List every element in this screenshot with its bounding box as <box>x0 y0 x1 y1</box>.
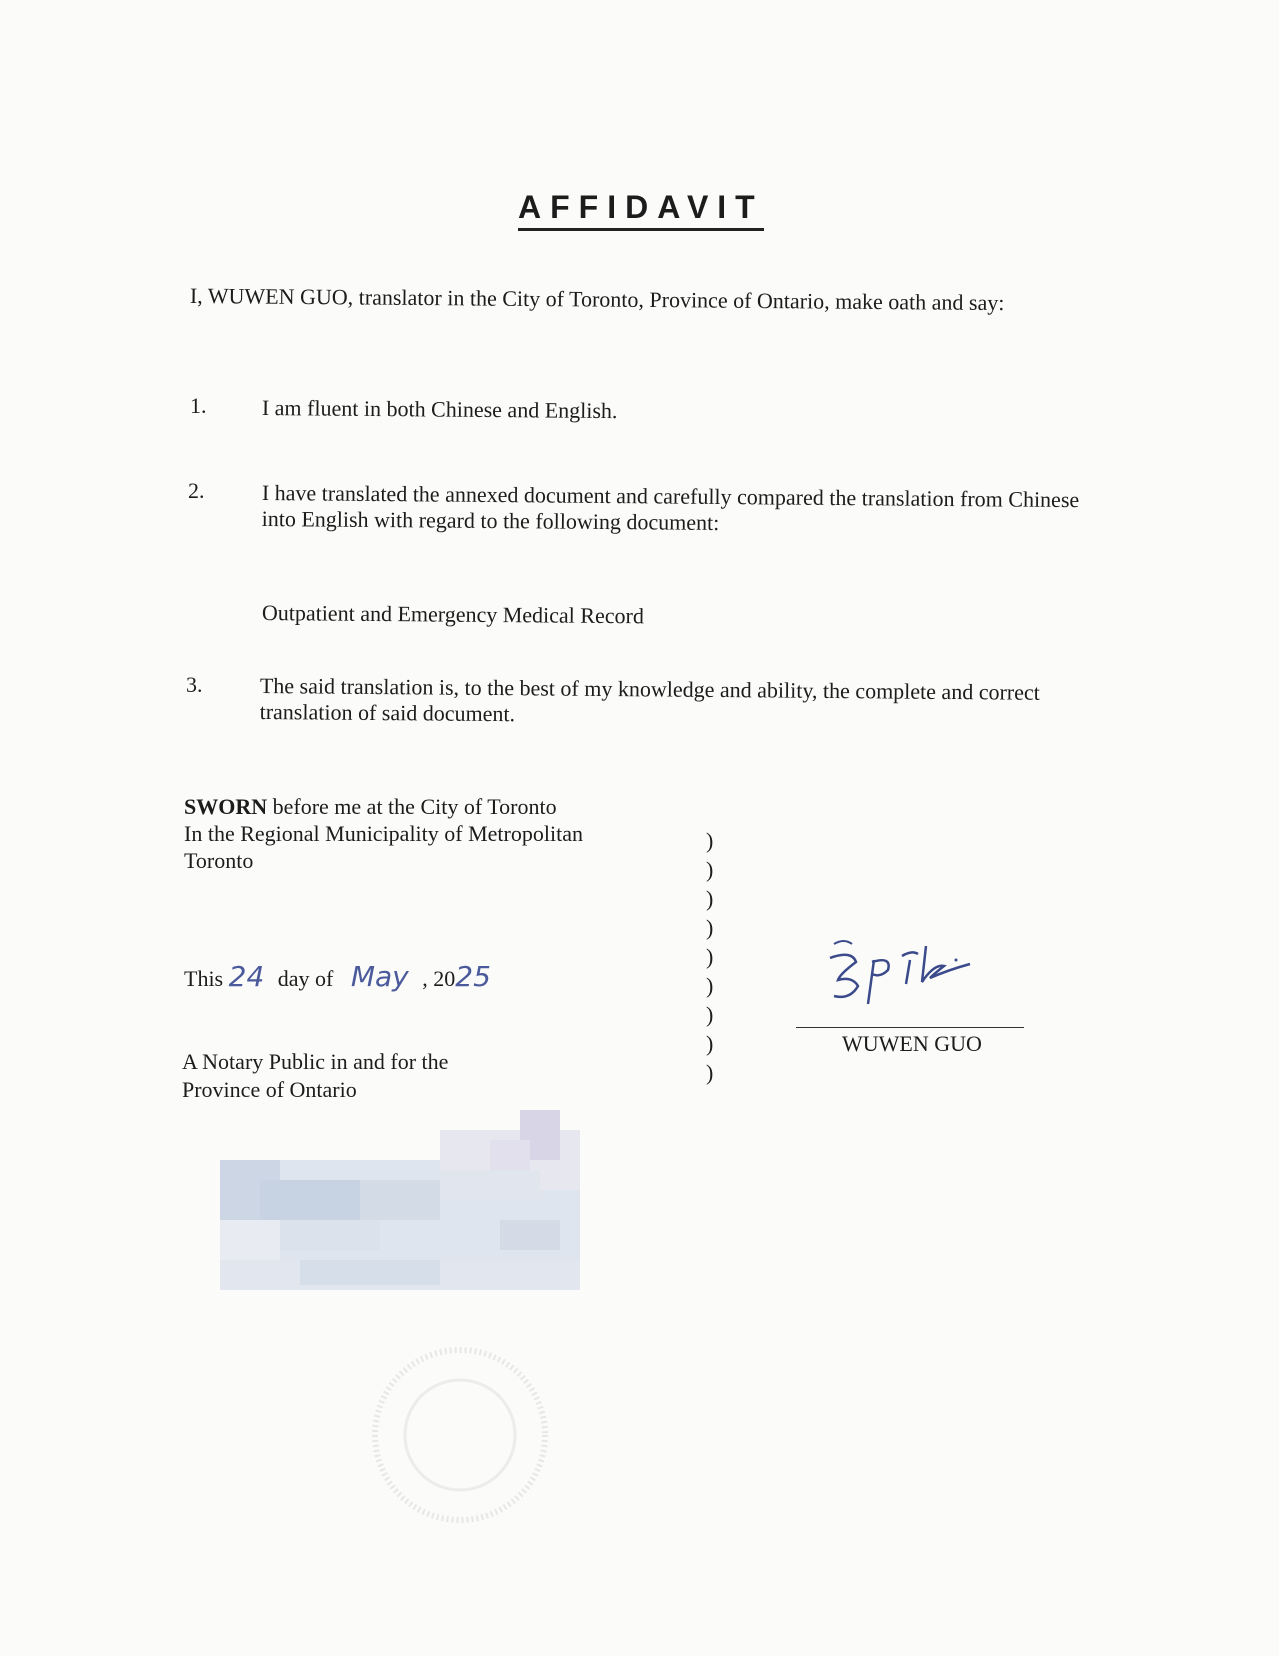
referenced-document-name: Outpatient and Emergency Medical Record <box>261 600 645 629</box>
handwritten-month: May <box>350 960 409 993</box>
notary-line2: Province of Ontario <box>182 1077 357 1102</box>
signatory-name: WUWEN GUO <box>842 1031 982 1056</box>
signature-line <box>796 1027 1024 1028</box>
notary-block <box>182 1048 448 1104</box>
day-of-label: day of <box>277 966 334 991</box>
blurred-notary-stamp <box>220 1100 580 1350</box>
year-prefix: , 20 <box>422 966 456 991</box>
handwritten-year: 25 <box>455 960 491 993</box>
item-number: 2. <box>188 478 205 503</box>
handwritten-day: 24 <box>228 960 265 993</box>
sworn-line3: Toronto <box>184 848 254 873</box>
this-label: This <box>184 966 224 991</box>
intro-paragraph: I, WUWEN GUO, translator in the City of Toronto, Province of Ontario, make oath and say: <box>189 283 1005 316</box>
item-text: I have translated the annexed document and carefully compared the translation from Chinese into English with regard to the following document: <box>261 480 1080 535</box>
item-number: 1. <box>190 393 207 418</box>
date-line <box>184 960 491 993</box>
notary-line1: A Notary Public in and for the <box>182 1049 449 1074</box>
handwritten-signature <box>822 930 992 1010</box>
embossed-seal <box>330 1340 590 1530</box>
sworn-block <box>184 793 664 874</box>
sworn-label: SWORN <box>184 794 268 819</box>
sworn-line1: before me at the City of Toronto <box>267 794 557 819</box>
bracket-column: ) ) ) ) ) ) ) ) ) <box>706 828 714 1085</box>
document-title: AFFIDAVIT <box>518 188 764 231</box>
sworn-line2: In the Regional Municipality of Metropolitan <box>184 821 583 846</box>
item-number: 3. <box>186 672 203 697</box>
item-text: The said translation is, to the best of my knowledge and ability, the complete and correct translation of said document. <box>259 673 1040 727</box>
item-text: I am fluent in both Chinese and English. <box>261 395 618 424</box>
